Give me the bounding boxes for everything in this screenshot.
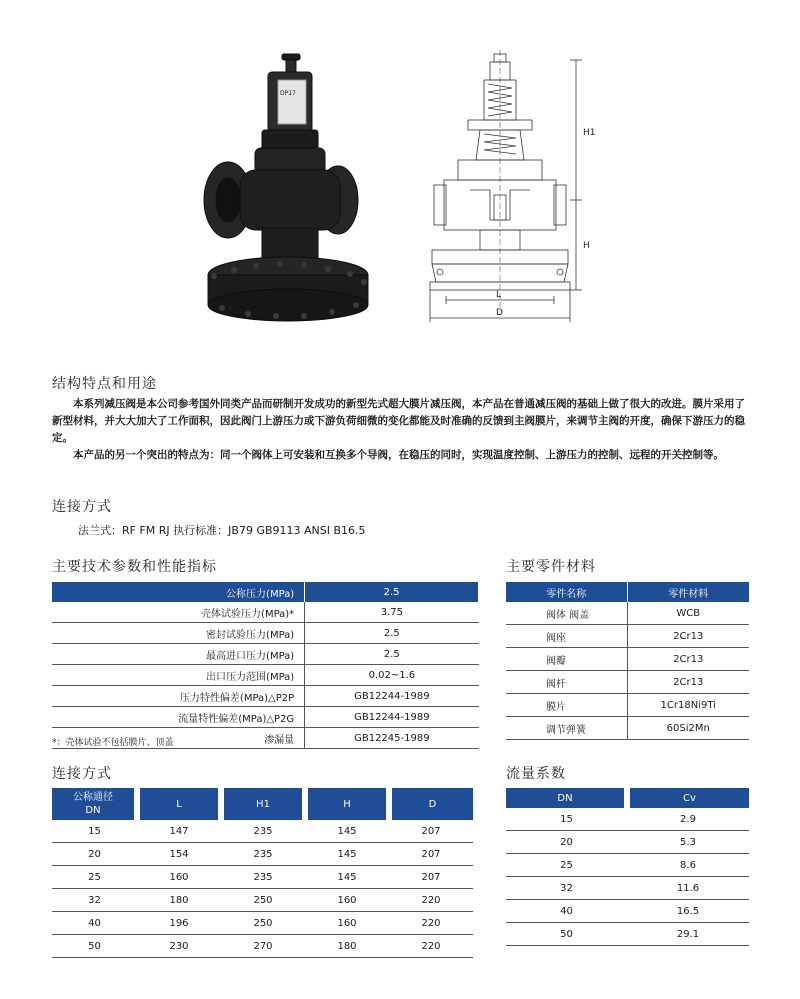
features-paragraph-2: 本产品的另一个突出的特点为：同一个阀体上可安装和互换多个导阀，在稳压的同时，实现温度控制、上游压力的控制、远程的开关控制等。	[73, 449, 724, 461]
cell-h: 145	[305, 843, 389, 866]
cell-h: 160	[305, 889, 389, 912]
cell-cv: 29.1	[627, 923, 749, 946]
table-row	[52, 935, 473, 958]
cell-h1: 235	[221, 866, 305, 889]
technical-drawing	[410, 50, 600, 325]
table-row	[506, 854, 749, 877]
cell-cv: 11.6	[627, 877, 749, 900]
param-value: 2.5	[305, 644, 479, 665]
dim-h1: H1	[583, 128, 596, 138]
flow-header-cv: Cv	[627, 788, 749, 808]
dimensions-header-d: D	[389, 788, 473, 820]
cell-h: 145	[305, 866, 389, 889]
param-label: 压力特性偏差(MPa)△P2P	[52, 686, 305, 707]
flow-table	[506, 788, 749, 946]
table-row	[506, 602, 749, 625]
table-row	[52, 665, 479, 686]
flow-header-dn: DN	[506, 788, 627, 808]
cell-d: 207	[389, 866, 473, 889]
cell-h1: 270	[221, 935, 305, 958]
table-row	[52, 707, 479, 728]
table-row	[52, 602, 479, 623]
cell-cv: 8.6	[627, 854, 749, 877]
cell-h1: 235	[221, 820, 305, 843]
features-paragraph-1: 本系列减压阀是本公司参考国外同类产品而研制开发成功的新型先式超大膜片减压阀，本产品在普通减压阀的基础上做了很大的改进。膜片采用了新型材料，并大大加大了工作面积，因此阀门上游压力或下游负荷细微的变化都能及时准确的反馈到主阀膜片，来调节主阀的开度，确保下游压力的稳定。	[52, 398, 745, 444]
table-row	[506, 808, 749, 831]
part-material: 2Cr13	[627, 625, 749, 648]
parts-header-name: 零件名称	[506, 582, 627, 602]
cell-dn: 15	[506, 808, 627, 831]
cell-h: 180	[305, 935, 389, 958]
cell-h: 145	[305, 820, 389, 843]
param-label: 壳体试验压力(MPa)*	[52, 602, 305, 623]
param-label: 渗漏量	[52, 728, 305, 749]
cell-h1: 250	[221, 889, 305, 912]
table-row	[506, 717, 749, 740]
table-row	[506, 625, 749, 648]
part-material: 2Cr13	[627, 648, 749, 671]
table-row	[52, 686, 479, 707]
cell-l: 180	[137, 889, 221, 912]
table-row	[506, 900, 749, 923]
table-row	[52, 866, 473, 889]
cell-cv: 5.3	[627, 831, 749, 854]
cell-l: 147	[137, 820, 221, 843]
cell-d: 207	[389, 843, 473, 866]
cell-d: 207	[389, 820, 473, 843]
parts-title: 主要零件材料	[506, 559, 596, 575]
cell-d: 220	[389, 889, 473, 912]
part-name: 阀体 阀盖	[506, 602, 627, 625]
cell-d: 220	[389, 935, 473, 958]
cell-cv: 2.9	[627, 808, 749, 831]
part-material: WCB	[627, 602, 749, 625]
table-row	[52, 820, 473, 843]
params-header-row	[52, 582, 479, 602]
cell-l: 154	[137, 843, 221, 866]
dimensions-title: 连接方式	[52, 766, 112, 782]
parts-header-row	[506, 582, 749, 602]
cell-dn: 50	[506, 923, 627, 946]
valve-photo	[200, 50, 370, 325]
dimensions-table	[52, 788, 473, 958]
cell-dn: 32	[506, 877, 627, 900]
params-header-label: 公称压力(MPa)	[52, 582, 305, 602]
param-value: GB12244-1989	[305, 686, 479, 707]
features-title: 结构特点和用途	[52, 376, 157, 392]
param-label: 最高进口压力(MPa)	[52, 644, 305, 665]
param-value: GB12244-1989	[305, 707, 479, 728]
table-row	[506, 694, 749, 717]
cell-dn: 15	[52, 820, 137, 843]
part-name: 膜片	[506, 694, 627, 717]
cell-dn: 25	[506, 854, 627, 877]
dn-header-line1: 公称通径	[73, 792, 113, 803]
table-row	[52, 912, 473, 935]
param-value: 3.75	[305, 602, 479, 623]
dim-h: H	[583, 241, 590, 251]
cell-dn: 40	[52, 912, 137, 935]
cell-h1: 250	[221, 912, 305, 935]
parts-header-material: 零件材料	[627, 582, 749, 602]
param-value: 0.02~1.6	[305, 665, 479, 686]
cell-l: 160	[137, 866, 221, 889]
cell-dn: 20	[52, 843, 137, 866]
cell-dn: 20	[506, 831, 627, 854]
dim-l: L	[496, 290, 502, 300]
flow-title: 流量系数	[506, 766, 566, 782]
dimensions-header-l: L	[137, 788, 221, 820]
table-row	[506, 877, 749, 900]
part-name: 阀杆	[506, 671, 627, 694]
table-row	[506, 648, 749, 671]
table-row	[52, 623, 479, 644]
part-name: 阀座	[506, 625, 627, 648]
cell-dn: 25	[52, 866, 137, 889]
params-table	[52, 582, 479, 749]
dimensions-header-h: H	[305, 788, 389, 820]
dimensions-header-row	[52, 788, 473, 820]
part-name: 调节弹簧	[506, 717, 627, 740]
table-row	[52, 843, 473, 866]
dn-header-line2: DN	[85, 805, 101, 816]
connection-standard: 法兰式：RF FM RJ 执行标准：JB79 GB9113 ANSI B16.5	[78, 524, 366, 537]
dimensions-header-h1: H1	[221, 788, 305, 820]
connection-title: 连接方式	[52, 499, 112, 515]
table-row	[506, 671, 749, 694]
cell-h: 160	[305, 912, 389, 935]
valve-badge: DP17	[280, 90, 296, 97]
params-title: 主要技术参数和性能指标	[52, 559, 217, 575]
param-label: 密封试验压力(MPa)	[52, 623, 305, 644]
dim-d: D	[496, 308, 503, 318]
param-value: GB12245-1989	[305, 728, 479, 749]
params-header-value: 2.5	[305, 582, 479, 602]
cell-l: 230	[137, 935, 221, 958]
cell-cv: 16.5	[627, 900, 749, 923]
table-row	[52, 644, 479, 665]
part-material: 60Si2Mn	[627, 717, 749, 740]
cell-dn: 50	[52, 935, 137, 958]
features-body	[52, 396, 752, 464]
cell-d: 220	[389, 912, 473, 935]
param-value: 2.5	[305, 623, 479, 644]
params-note: *：壳体试验不包括膜片、顶盖	[52, 738, 174, 748]
flow-header-row	[506, 788, 749, 808]
cell-dn: 32	[52, 889, 137, 912]
part-material: 1Cr18Ni9Ti	[627, 694, 749, 717]
param-label: 流量特性偏差(MPa)△P2G	[52, 707, 305, 728]
part-name: 阀瓣	[506, 648, 627, 671]
parts-table	[506, 582, 749, 740]
dimensions-header-dn	[52, 788, 137, 820]
part-material: 2Cr13	[627, 671, 749, 694]
param-label: 出口压力范围(MPa)	[52, 665, 305, 686]
table-row	[506, 923, 749, 946]
cell-h1: 235	[221, 843, 305, 866]
cell-dn: 40	[506, 900, 627, 923]
cell-l: 196	[137, 912, 221, 935]
table-row	[506, 831, 749, 854]
table-row	[52, 889, 473, 912]
